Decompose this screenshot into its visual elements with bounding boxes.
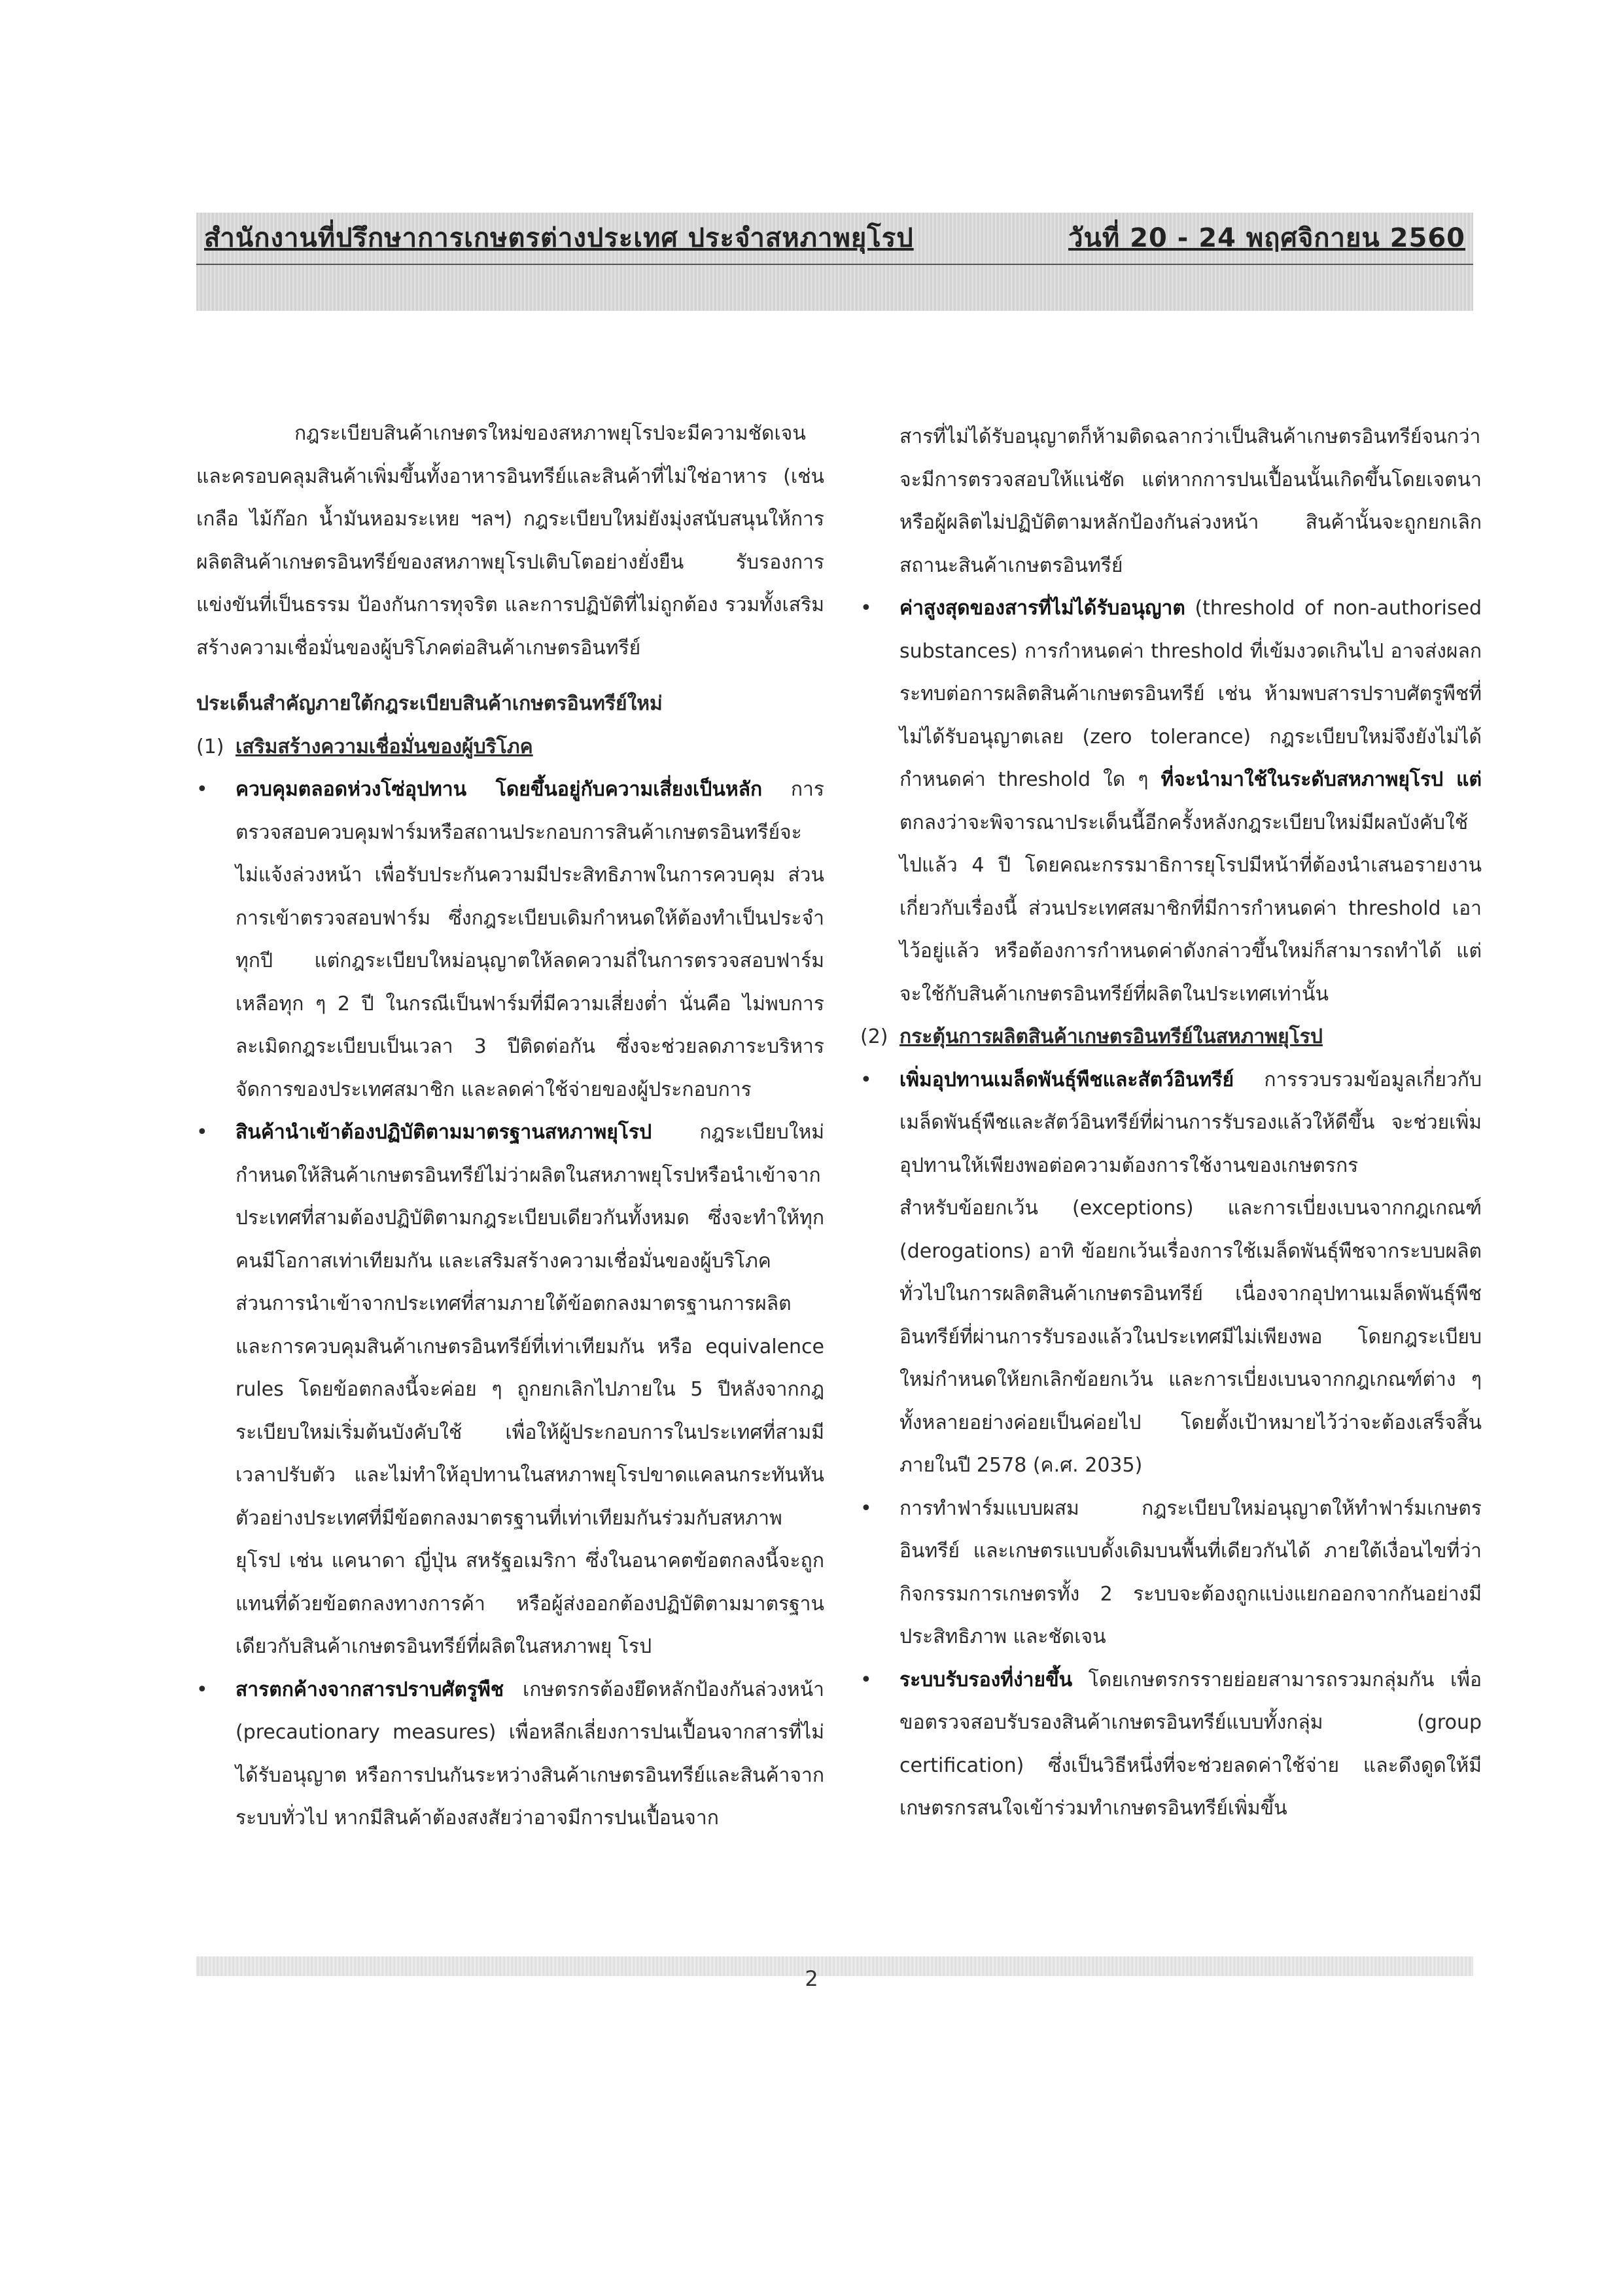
bullet-supply-chain	[196, 768, 824, 1111]
subsection-1-number: (1)	[196, 735, 224, 758]
bullet-threshold-text: (threshold of non-authorised substances) การกำหนดค่า threshold ที่เข้มงวดเกินไป อาจส่งผลกระทบต่อการผลิตสินค้าเกษตรอินทรีย์ เช่น ห้ามพบสารปราบศัตรูพืชที่ไม่ได้รับอนุญาตเลย (zero tolerance) กฎระเบียบใหม่จึงยังไม่ได้กำหนดค่า threshold ใด ๆ	[899, 597, 1482, 791]
header-date: วันที่ 20 - 24 พฤศจิกายน 2560	[1068, 223, 1465, 253]
bullet-mark: •	[860, 1068, 872, 1091]
bullet-threshold-tail: ตกลงว่าจะพิจารณาประเด็นนี้อีกครั้งหลังกฎระเบียบใหม่มีผลบังคับใช้ไปแล้ว 4 ปี โดยคณะกรรมาธิการยุโรปมีหน้าที่ต้องนำเสนอรายงานเกี่ยวกับเรื่องนี้ ส่วนประเทศสมาชิกที่มีการกำหนดค่า threshold เอาไว้อยู่แล้ว หรือต้องการกำหนดค่าดังกล่าวขึ้นใหม่ก็สามารถทำได้ แต่จะใช้กับสินค้าเกษตรอินทรีย์ที่ผลิตในประเทศเท่านั้น	[899, 811, 1482, 1006]
bullet-mixed-farming	[860, 1487, 1482, 1659]
left-column	[196, 412, 824, 1840]
section-heading: ประเด็นสำคัญภายใต้กฎระเบียบสินค้าเกษตรอินทรีย์ใหม่	[196, 692, 663, 715]
pesticide-continuation: สารที่ไม่ได้รับอนุญาตก็ห้ามติดฉลากว่าเป็นสินค้าเกษตรอินทรีย์จนกว่าจะมีการตรวจสอบให้แน่ชัด แต่หากการปนเปื้อนนั้นเกิดขึ้นโดยเจตนาหรือผู้ผลิตไม่ปฏิบัติตามหลักป้องกันล่วงหน้า สินค้านั้นจะถูกยกเลิกสถานะสินค้าเกษตรอินทรีย์	[899, 425, 1482, 577]
page-header	[196, 213, 1473, 265]
bullet-pesticide-text: เกษตรกรต้องยึดหลักป้องกันล่วงหน้า (precautionary measures) เพื่อหลีกเลี่ยงการปนเปื้อนจากสารที่ไม่ได้รับอนุญาต หรือการปนกันระหว่างสินค้าเกษตรอินทรีย์และสินค้าจากระบบทั่วไป หากมีสินค้าต้องสงสัยว่าอาจมีการปนเปื้อนจาก	[236, 1678, 824, 1829]
bullet-mark: •	[196, 778, 208, 801]
bullet-mark: •	[196, 1678, 208, 1701]
bullet-threshold-emphasis: ที่จะนำมาใช้ในระดับสหภาพยุโรป แต่	[1161, 768, 1482, 791]
bullet-seed-supply	[860, 1059, 1482, 1188]
bullet-supply-chain-text: การตรวจสอบควบคุมฟาร์มหรือสถานประกอบการสินค้าเกษตรอินทรีย์จะไม่แจ้งล่วงหน้า เพื่อรับประกันความมีประสิทธิภาพในการควบคุม ส่วนการเข้าตรวจสอบฟาร์ม ซึ่งกฎระเบียบเดิมกำหนดให้ต้องทำเป็นประจำทุกปี แต่กฎระเบียบใหม่อนุญาตให้ลดความถี่ในการตรวจสอบฟาร์มเหลือทุก ๆ 2 ปี ในกรณีเป็นฟาร์มที่มีความเสี่ยงต่ำ นั่นคือ ไม่พบการละเมิดกฎระเบียบเป็นเวลา 3 ปีติดต่อกัน ซึ่งจะช่วยลดภาระบริหารจัดการของประเทศสมาชิก และลดค่าใช้จ่ายของผู้ประกอบการ	[236, 778, 824, 1101]
page-number: 2	[805, 1966, 818, 1991]
bullet-mixed-farming-text: การทำฟาร์มแบบผสม กฎระเบียบใหม่อนุญาตให้ทำฟาร์มเกษตรอินทรีย์ และเกษตรแบบดั้งเดิมบนพื้นที่เดียวกันได้ ภายใต้เงื่อนไขที่ว่ากิจกรรมการเกษตรทั้ง 2 ระบบจะต้องถูกแบ่งแยกออกจากกันอย่างมีประสิทธิภาพ และชัดเจน	[899, 1496, 1482, 1648]
header-office: สำนักงานที่ปรึกษาการเกษตรต่างประเทศ ประจำสหภาพยุโรป	[204, 223, 914, 253]
subsection-1-title: เสริมสร้างความเชื่อมั่นของผู้บริโภค	[236, 735, 533, 758]
bullet-seed-supply-title: เพิ่มอุปทานเมล็ดพันธุ์พืชและสัตว์อินทรีย์	[899, 1068, 1234, 1091]
bullet-mark: •	[860, 1496, 872, 1520]
subsection-2-title: กระตุ้นการผลิตสินค้าเกษตรอินทรีย์ในสหภาพยุโรป	[899, 1025, 1323, 1048]
subsection-2-number: (2)	[860, 1025, 888, 1048]
bullet-supply-chain-title: ควบคุมตลอดห่วงโซ่อุปทาน โดยขึ้นอยู่กับความเสี่ยงเป็นหลัก	[236, 778, 763, 801]
bullet-mark: •	[860, 597, 872, 620]
bullet-seed-supply-text: การรวบรวมข้อมูลเกี่ยวกับเมล็ดพันธุ์พืชและสัตว์อินทรีย์ที่ผ่านการรับรองแล้วให้ดีขึ้น จะช่วยเพิ่มอุปทานให้เพียงพอต่อความต้องการใช้งานของเกษตรกร	[899, 1068, 1482, 1177]
intro-paragraph: กฎระเบียบสินค้าเกษตรใหม่ของสหภาพยุโรปจะมีความชัดเจนและครอบคลุมสินค้าเพิ่มขึ้นทั้งอาหารอินทรีย์และสินค้าที่ไม่ใช่อาหาร (เช่น เกลือ ไม้ก๊อก น้ำมันหอมระเหย ฯลฯ) กฎระเบียบใหม่ยังมุ่งสนับสนุนให้การผลิตสินค้าเกษตรอินทรีย์ของสหภาพยุโรปเติบโตอย่างยั่งยืน รับรองการแข่งขันที่เป็นธรรม ป้องกันการทุจริต และการปฏิบัติที่ไม่ถูกต้อง รวมทั้งเสริมสร้างความเชื่อมั่นของผู้บริโภคต่อสินค้าเกษตรอินทรีย์	[196, 422, 824, 660]
bullet-certification-title: ระบบรับรองที่ง่ายขึ้น	[899, 1668, 1073, 1691]
bullet-pesticide	[196, 1669, 824, 1840]
bullet-mark: •	[196, 1121, 208, 1144]
bullet-certification-text: โดยเกษตรกรรายย่อยสามารถรวมกลุ่มกัน เพื่อขอตรวจสอบรับรองสินค้าเกษตรอินทรีย์แบบทั้งกลุ่ม (group certification) ซึ่งเป็นวิธีหนึ่งที่จะช่วยลดค่าใช้จ่าย และดึงดูดให้มีเกษตรกรสนใจเข้าร่วมทำเกษตรอินทรีย์เพิ่มขึ้น	[899, 1668, 1482, 1820]
bullet-certification	[860, 1659, 1482, 1830]
bullet-pesticide-title: สารตกค้างจากสารปราบศัตรูพืช	[236, 1678, 504, 1701]
seed-supply-continuation: สำหรับข้อยกเว้น (exceptions) และการเบี่ยงเบนจากกฎเกณฑ์ (derogations) อาทิ ข้อยกเว้นเรื่องการใช้เมล็ดพันธุ์พืชจากระบบผลิตทั่วไปในการผลิตสินค้าเกษตรอินทรีย์ เนื่องจากอุปทานเมล็ดพันธุ์พืชอินทรีย์ที่ผ่านการรับรองแล้วในประเทศมีไม่เพียงพอ โดยกฎระเบียบใหม่กำหนดให้ยกเลิกข้อยกเว้น และการเบี่ยงเบนจากกฎเกณฑ์ต่าง ๆ ทั้งหลายอย่างค่อยเป็นค่อยไป โดยตั้งเป้าหมายไว้ว่าจะต้องเสร็จสิ้นภายในปี 2578 (ค.ศ. 2035)	[899, 1197, 1482, 1477]
bullet-imports	[196, 1111, 824, 1282]
right-column	[860, 415, 1482, 1830]
bullet-mark: •	[860, 1668, 872, 1691]
subsection-2	[860, 1016, 1482, 1059]
bullet-imports-title: สินค้านำเข้าต้องปฏิบัติตามมาตรฐานสหภาพยุโรป	[236, 1121, 652, 1144]
bullet-imports-text: กฎระเบียบใหม่กำหนดให้สินค้าเกษตรอินทรีย์ไม่ว่าผลิตในสหภาพยุโรปหรือนำเข้าจากประเทศที่สามต้องปฏิบัติตามกฎระเบียบเดียวกันทั้งหมด ซึ่งจะทำให้ทุกคนมีโอกาสเท่าเทียมกัน และเสริมสร้างความเชื่อมั่นของผู้บริโภค	[236, 1121, 824, 1273]
bullet-threshold-title: ค่าสูงสุดของสารที่ไม่ได้รับอนุญาต	[899, 597, 1185, 620]
bullet-threshold	[860, 587, 1482, 1016]
subsection-1	[196, 726, 824, 769]
imports-continuation: ส่วนการนำเข้าจากประเทศที่สามภายใต้ข้อตกลงมาตรฐานการผลิตและการควบคุมสินค้าเกษตรอินทรีย์ที่เท่าเทียมกัน หรือ equivalence rules โดยข้อตกลงนี้จะค่อย ๆ ถูกยกเลิกไปภายใน 5 ปีหลังจากกฎระเบียบใหม่เริ่มต้นบังคับใช้ เพื่อให้ผู้ประกอบการในประเทศที่สามมีเวลาปรับตัว และไม่ทำให้อุปทานในสหภาพยุโรปขาดแคลนกระทันหัน ตัวอย่างประเทศที่มีข้อตกลงมาตรฐานที่เท่าเทียมกันร่วมกับสหภาพยุโรป เช่น แคนาดา ญี่ปุ่น สหรัฐอเมริกา ซึ่งในอนาคตข้อตกลงนี้จะถูกแทนที่ด้วยข้อตกลงทางการค้า หรือผู้ส่งออกต้องปฏิบัติตามมาตรฐานเดียวกับสินค้าเกษตรอินทรีย์ที่ผลิตในสหภาพยุ โรป	[236, 1292, 824, 1658]
